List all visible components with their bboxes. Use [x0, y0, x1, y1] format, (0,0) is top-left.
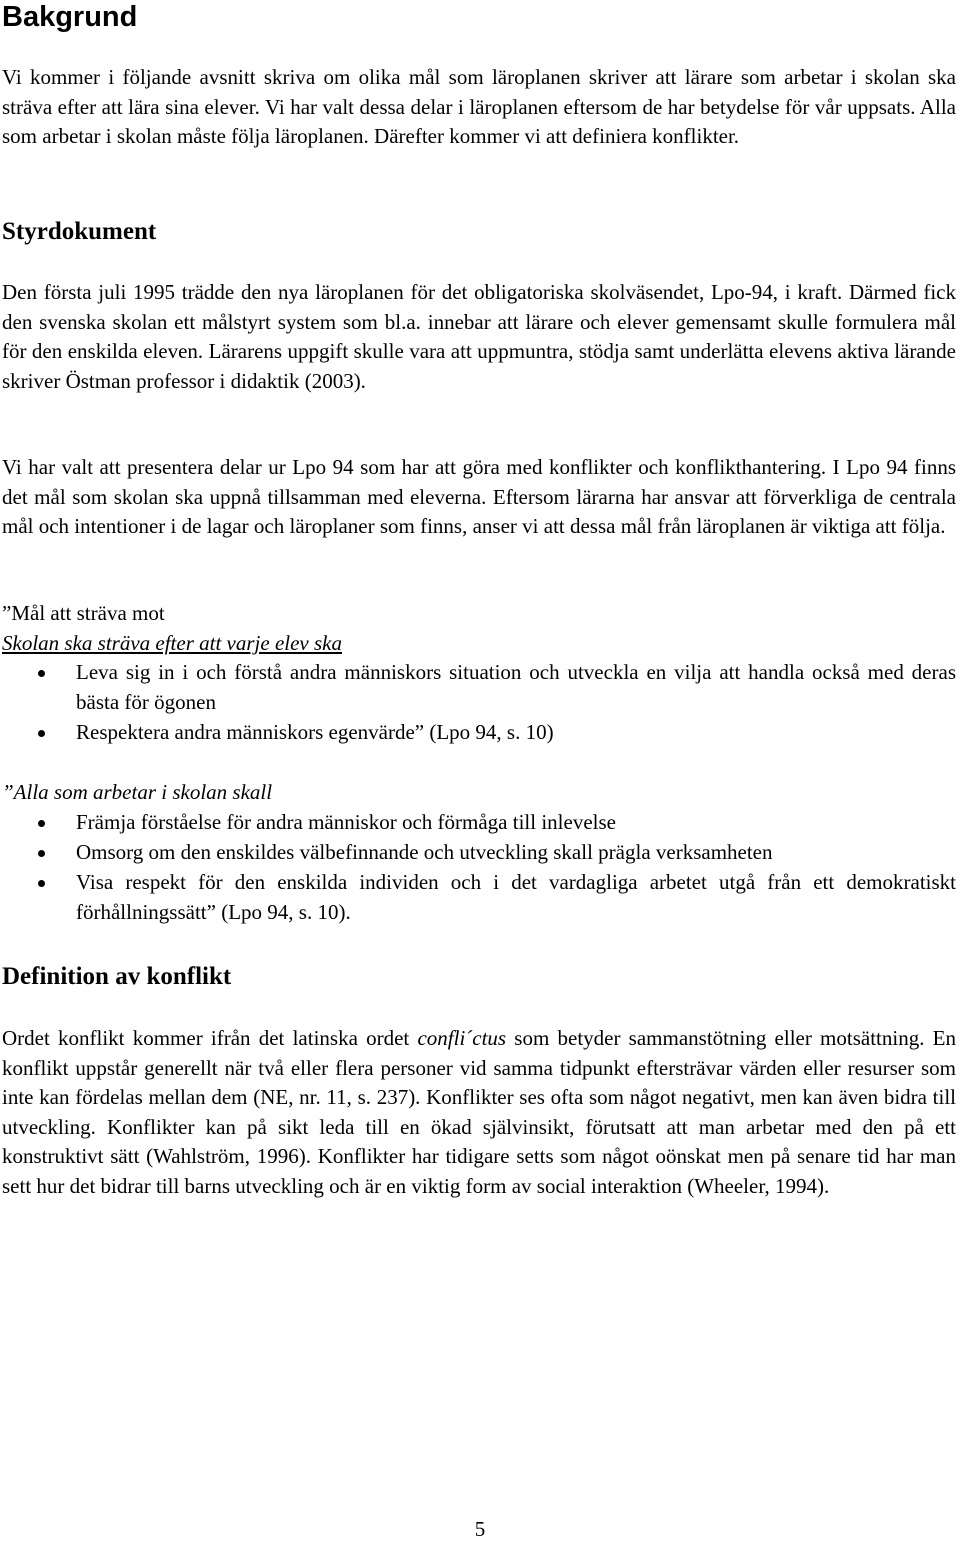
- list-item-text: Främja förståelse för andra människor och förmåga till inlevelse: [76, 810, 616, 834]
- definition-paragraph: [2, 1024, 956, 1202]
- styrdokument-paragraph-2: Vi har valt att presentera delar ur Lpo 94 som har att göra med konflikter och konflikthantering. I Lpo 94 finns det mål som skolan ska uppnå tillsamman med eleverna. Eftersom lärarna har ansvar att förverkliga de centrala mål och intentioner i de lagar och läroplaner som finns, anser vi att dessa mål från läroplanen är viktiga att följa.: [2, 455, 956, 539]
- definition-term: confli´ctus: [417, 1026, 507, 1050]
- quote1-bullet-list: [0, 658, 956, 748]
- list-item: [0, 808, 956, 838]
- quote1-heading: ”Mål att sträva mot: [2, 601, 165, 625]
- heading-styrdokument: Styrdokument: [2, 218, 157, 245]
- bullet-icon: [38, 880, 45, 887]
- list-item-text: Visa respekt för den enskilda individen och i det vardagliga arbetet utgå från ett demokratiskt förhållningssätt” (Lpo 94, s. 10).: [76, 870, 956, 924]
- bullet-icon: [38, 730, 45, 737]
- page-number: 5: [474, 1517, 486, 1541]
- bakgrund-paragraph: Vi kommer i följande avsnitt skriva om olika mål som läroplanen skriver att lärare som arbetar i skolan ska sträva efter att lära sina elever. Vi har valt dessa delar i läroplanen eftersom de har betydelse för vår uppsats. Alla som arbetar i skolan måste följa läroplanen. Därefter kommer vi att definiera konflikter.: [2, 65, 956, 149]
- quote2-heading: ”Alla som arbetar i skolan skall: [2, 780, 273, 804]
- bullet-icon: [38, 670, 45, 677]
- list-item-text: Omsorg om den enskildes välbefinnande och utveckling skall prägla verksamheten: [76, 840, 773, 865]
- heading-definition: Definition av konflikt: [2, 963, 232, 990]
- definition-text-after: som betyder sammanstötning eller motsättning. En konflikt uppstår generellt när två eller flera personer vid samma tidpunkt eftersträvar värden eller resurser som inte kan fördelas mellan dem (NE, nr. 11, s. 237). Konflikter ses ofta som något negativt, men kan även bidra till utveckling. Konflikter kan på sikt leda till en ökad självinsikt, förutsatt att man arbetar med den på ett konstruktivt sätt (Wahlström, 1996). Konflikter har tidigare setts som något oönskat men på senare tid har man sett hur det bidrar till barns utveckling och är en viktig form av social interaktion (Wheeler, 1994).: [2, 1026, 956, 1198]
- list-item: [0, 868, 956, 927]
- list-item: [0, 658, 956, 717]
- bullet-icon: [38, 850, 45, 857]
- definition-text-before: Ordet konflikt kommer ifrån det latinska ordet: [2, 1026, 418, 1050]
- list-item-text: Respektera andra människors egenvärde” (Lpo 94, s. 10): [76, 719, 554, 744]
- styrdokument-paragraph-1: Den första juli 1995 trädde den nya läroplanen för det obligatoriska skolväsendet, Lpo-94, i kraft. Därmed fick den svenska skolan ett målstyrt system som bl.a. innebar att lärare och elever gemensamt skulle formulera mål för den enskilda eleven. Lärarens uppgift skulle vara att uppmuntra, stödja samt underlätta elevens aktiva lärande skriver Östman professor i didaktik (2003).: [2, 280, 956, 393]
- list-item-text: Leva sig in i och förstå andra människors situation och utveckla en vilja att handla också med deras bästa för ögonen: [76, 660, 956, 714]
- list-item: [0, 718, 956, 748]
- quote2-bullet-list: [0, 808, 956, 928]
- quote1-subheading: Skolan ska sträva efter att varje elev ska: [2, 631, 342, 655]
- heading-bakgrund: Bakgrund: [2, 1, 138, 33]
- list-item: [0, 838, 956, 868]
- bullet-icon: [38, 820, 45, 827]
